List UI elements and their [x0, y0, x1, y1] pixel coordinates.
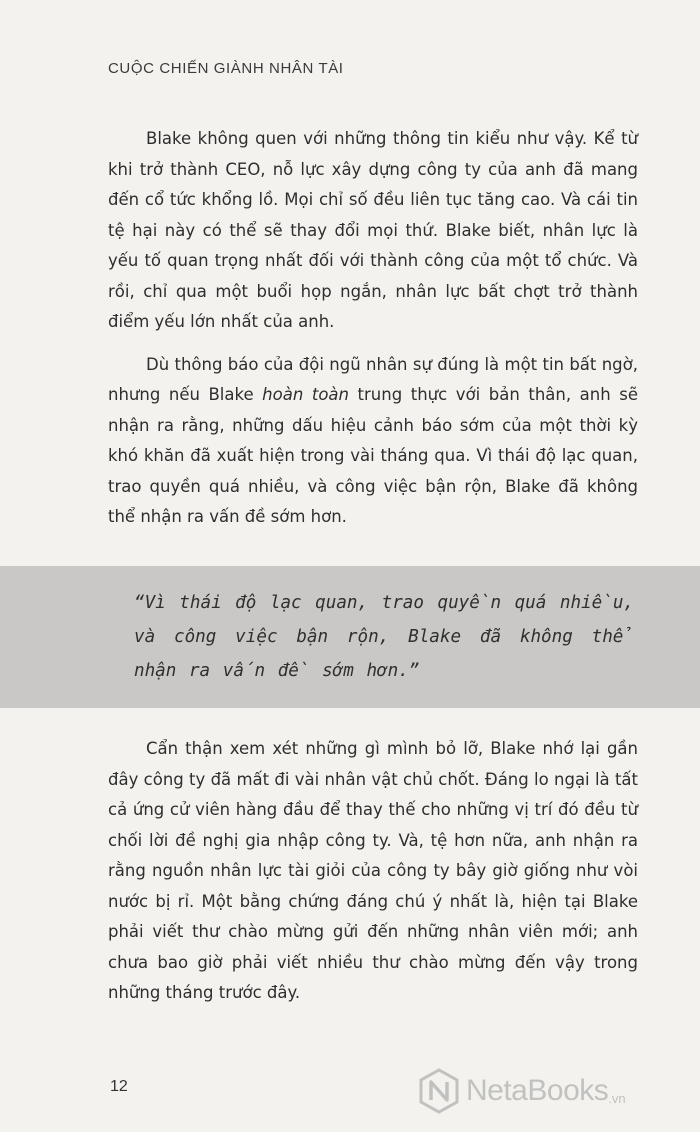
running-head: CUỘC CHIẾN GIÀNH NHÂN TÀI — [108, 60, 344, 77]
paragraph-2 — [108, 350, 638, 533]
page-number: 12 — [110, 1078, 128, 1095]
paragraph-2-emphasis: hoàn toàn — [262, 385, 349, 404]
paragraph-2-text-end: trung thực với bản thân, anh sẽ nhận ra rằng, những dấu hiệu cảnh báo sớm của một thời kỳ khó khăn đã xuất hiện trong vài tháng qua. Vì thái độ lạc quan, trao quyền quá nhiều, và công việc bận rộn, Blake đã không thể nhận ra vấn đề sớm hơn. — [108, 385, 638, 526]
paragraph-1: Blake không quen với những thông tin kiểu như vậy. Kể từ khi trở thành CEO, nỗ lực xây dựng công ty của anh đã mang đến cổ tức khổng lồ. Mọi chỉ số đều liên tục tăng cao. Và cái tin tệ hại này có thể sẽ thay đổi mọi thứ. Blake biết, nhân lực là yếu tố quan trọng nhất đối với thành công của một tổ chức. Và rồi, chỉ qua một buổi họp ngắn, nhân lực bất chợt trở thành điểm yếu lớn nhất của anh. — [108, 129, 638, 331]
watermark-suffix: .vn — [608, 1091, 626, 1106]
watermark — [418, 1066, 626, 1116]
pull-quote-band — [0, 566, 700, 708]
watermark-brand: NetaBooks — [466, 1074, 609, 1107]
pull-quote-text: “Vì thái độ lạc quan, trao quyền quá nhiều, và công việc bận rộn, Blake đã không thể nhận ra vấn đề sớm hơn.” — [134, 593, 634, 681]
paragraph-2-text-start: Dù thông báo của đội ngũ nhân sự đúng là một tin bất ngờ, nhưng nếu Blake — [108, 354, 638, 404]
paragraph-3: Cẩn thận xem xét những gì mình bỏ lỡ, Blake nhớ lại gần đây công ty đã mất đi vài nhân vật chủ chốt. Đáng lo ngại là tất cả ứng cử viên hàng đầu để thay thế cho những vị trí đó đều từ chối lời đề nghị gia nhập công ty. Và, tệ hơn nữa, anh nhận ra rằng nguồn nhân lực tài giỏi của công ty bây giờ giống như vòi nước bị rỉ. Một bằng chứng đáng chú ý nhất là, hiện tại Blake phải viết thư chào mừng gửi đến những nhân viên mới; anh chưa bao giờ phải viết nhiều thư chào mừng đến vậy trong những tháng trước đây. — [108, 739, 638, 1002]
netabooks-logo-icon — [418, 1068, 460, 1114]
body-text-top — [108, 124, 638, 533]
body-text-bottom — [108, 734, 638, 1009]
